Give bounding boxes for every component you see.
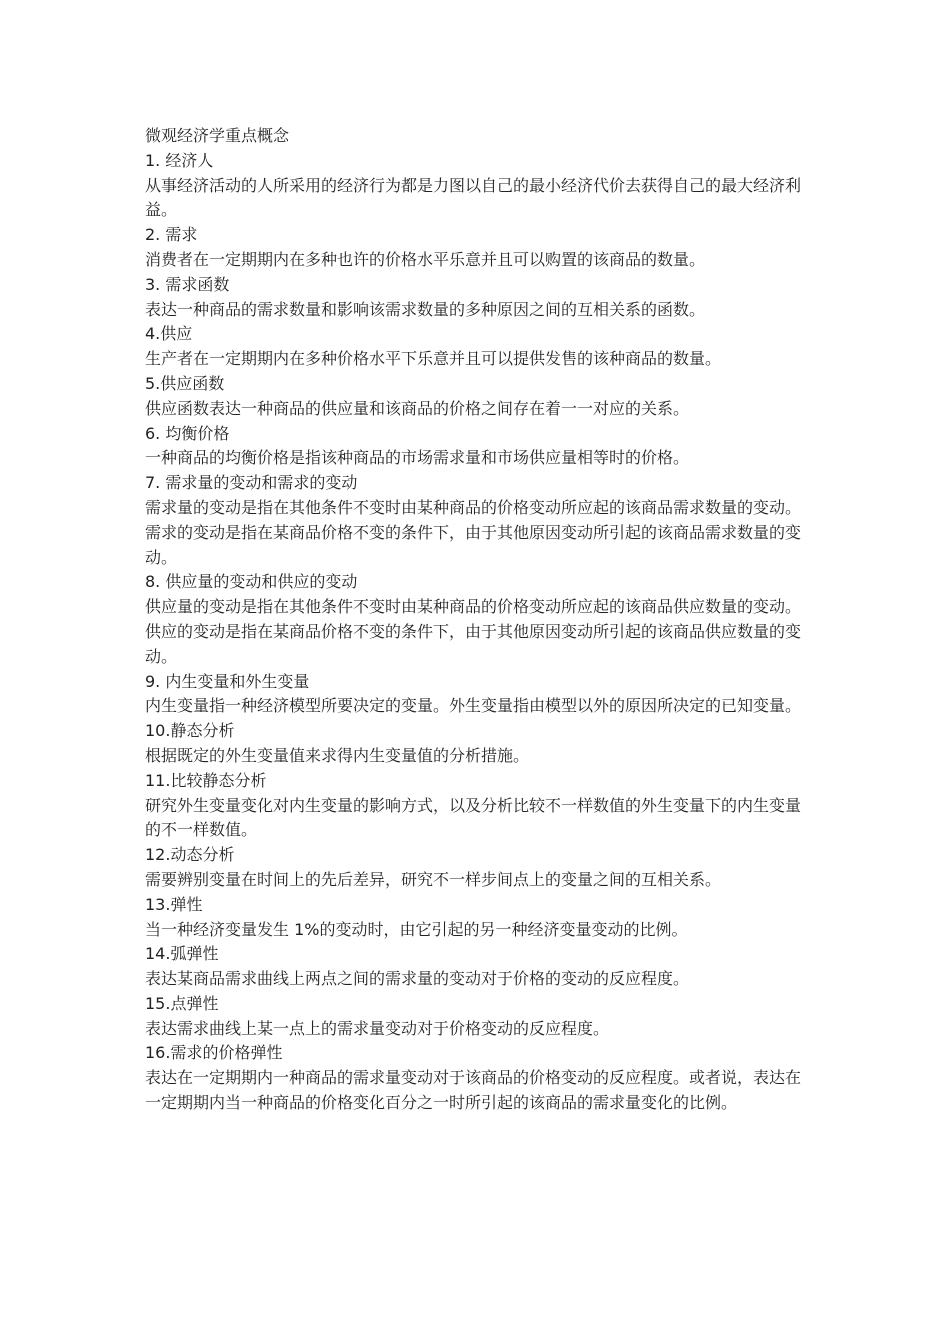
item-body: 研究外生变量变化对内生变量的影响方式，以及分析比较不一样数值的外生变量下的内生变量的不一样数值。: [145, 795, 802, 840]
item-heading: 12.动态分析: [145, 845, 235, 865]
item-heading: 9. 内生变量和外生变量: [145, 671, 310, 691]
item-body: 内生变量指一种经济模型所要决定的变量。外生变量指由模型以外的原因所决定的已知变量。: [145, 696, 802, 716]
item-body: 表达在一定期期内一种商品的需求量变动对于该商品的价格变动的反应程度。或者说，表达在一定期期内当一种商品的价格变化百分之一时所引起的该商品的需求量变化的比例。: [145, 1068, 802, 1113]
item-body: 表达需求曲线上某一点上的需求量变动对于价格变动的反应程度。: [145, 1018, 610, 1038]
item-heading: 8. 供应量的变动和供应的变动: [145, 572, 358, 592]
item-body: 供应量的变动是指在其他条件不变时由某种商品的价格变动所应起的该商品供应数量的变动。供应的变动是指在某商品价格不变的条件下，由于其他原因变动所引起的该商品供应数量的变动。: [145, 597, 802, 666]
item-heading: 5.供应函数: [145, 373, 225, 393]
item-body: 根据既定的外生变量值来求得内生变量值的分析措施。: [145, 745, 530, 765]
document-page: [145, 124, 815, 1116]
item-heading: 14.弧弹性: [145, 944, 219, 964]
item-heading: 16.需求的价格弹性: [145, 1043, 283, 1063]
item-heading: 15.点弹性: [145, 993, 219, 1013]
document-title: 微观经济学重点概念: [145, 126, 290, 145]
item-body: 生产者在一定期期内在多种价格水平下乐意并且可以提供发售的该种商品的数量。: [145, 349, 722, 369]
item-body: 消费者在一定期期内在多种也许的价格水平乐意并且可以购置的该商品的数量。: [145, 249, 706, 269]
item-body: 供应函数表达一种商品的供应量和该商品的价格之间存在着一一对应的关系。: [145, 398, 690, 418]
item-body: 需要辨别变量在时间上的先后差异，研究不一样步间点上的变量之间的互相关系。: [145, 869, 722, 889]
item-heading: 6. 均衡价格: [145, 423, 230, 443]
item-heading: 10.静态分析: [145, 721, 235, 741]
item-body: 一种商品的均衡价格是指该种商品的市场需求量和市场供应量相等时的价格。: [145, 448, 690, 468]
item-body: 需求量的变动是指在其他条件不变时由某种商品的价格变动所应起的该商品需求数量的变动。需求的变动是指在某商品价格不变的条件下，由于其他原因变动所引起的该商品需求数量的变动。: [145, 497, 802, 567]
item-body: 当一种经济变量发生 1%的变动时，由它引起的另一种经济变量变动的比例。: [145, 919, 688, 939]
item-body: 表达一种商品的需求数量和影响该需求数量的多种原因之间的互相关系的函数。: [145, 299, 706, 319]
item-heading: 3. 需求函数: [145, 274, 230, 294]
item-body: 从事经济活动的人所采用的经济行为都是力图以自己的最小经济代价去获得自己的最大经济利益。: [145, 175, 802, 220]
item-heading: 7. 需求量的变动和需求的变动: [145, 473, 358, 493]
item-heading: 13.弹性: [145, 894, 203, 914]
item-heading: 2. 需求: [145, 225, 198, 245]
item-heading: 1. 经济人: [145, 150, 214, 170]
item-heading: 11.比较静态分析: [145, 770, 267, 790]
item-body: 表达某商品需求曲线上两点之间的需求量的变动对于价格的变动的反应程度。: [145, 969, 690, 989]
item-heading: 4.供应: [145, 324, 193, 344]
